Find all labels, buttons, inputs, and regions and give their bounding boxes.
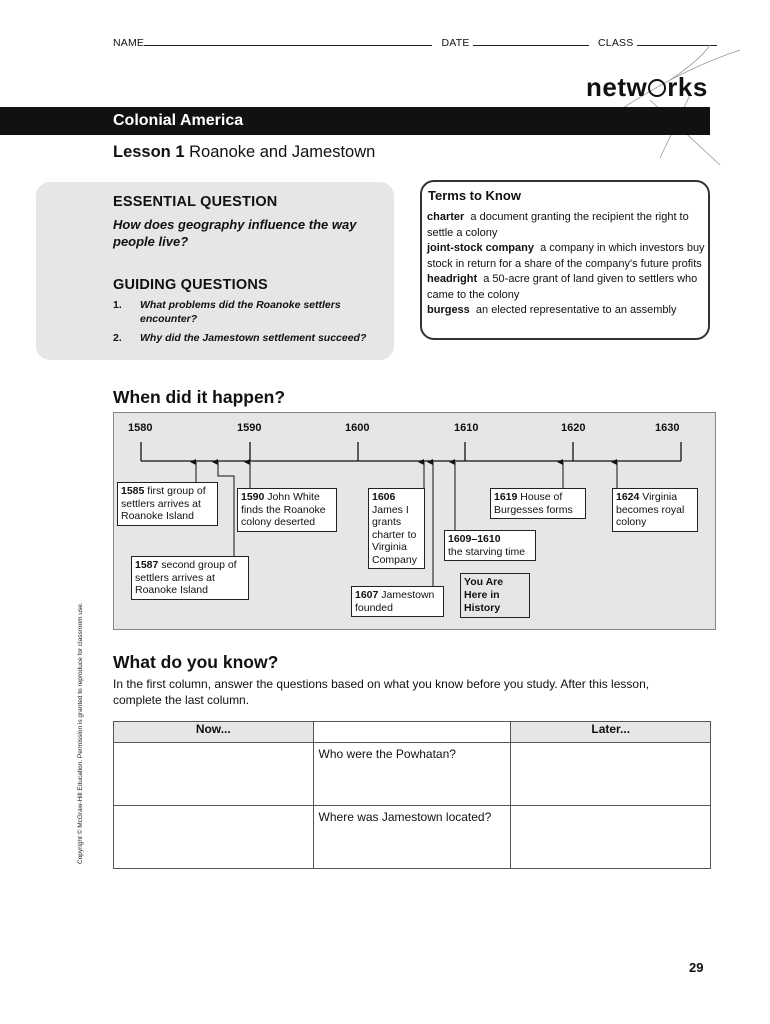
now-column-header: Now...: [114, 722, 314, 743]
question-cell: Where was Jamestown located?: [313, 806, 511, 869]
year-label: 1600: [345, 422, 370, 434]
timeline-heading: When did it happen?: [113, 387, 286, 407]
year-label: 1630: [655, 422, 680, 434]
name-label: NAME: [113, 37, 145, 49]
event-1607: 1607 Jamestown founded: [351, 586, 444, 617]
later-answer-cell[interactable]: [511, 743, 711, 806]
terms-heading: Terms to Know: [428, 188, 521, 203]
page-number: 29: [689, 960, 704, 975]
class-label: CLASS: [598, 37, 634, 49]
essential-question-text: How does geography influence the way people live?: [113, 217, 357, 249]
year-label: 1590: [237, 422, 262, 434]
term-item: headright a 50-acre grant of land given to settlers who came to the colony: [427, 273, 698, 301]
date-label: DATE: [441, 37, 470, 49]
later-answer-cell[interactable]: [511, 806, 711, 869]
guiding-questions-heading: GUIDING QUESTIONS: [113, 277, 268, 293]
guiding-question-item: 2. Why did the Jamestown settlement succeed?: [113, 332, 367, 344]
know-table: [113, 721, 711, 869]
know-instructions: In the first column, answer the questions based on what you know before you study. After this lesson, complete the last column.: [113, 677, 650, 707]
event-1609-1610: 1609–1610 the starving time: [444, 530, 536, 561]
later-column-header: Later...: [511, 722, 711, 743]
year-label: 1620: [561, 422, 586, 434]
essential-question-heading: ESSENTIAL QUESTION: [113, 194, 278, 210]
lesson-title: Lesson 1 Roanoke and Jamestown: [113, 143, 376, 161]
event-1624: 1624 Virginia becomes royal colony: [612, 488, 698, 532]
year-label: 1580: [128, 422, 153, 434]
you-are-here-marker: You Are Here in History: [460, 573, 530, 618]
event-1587: 1587 second group of settlers arrives at Roanoke Island: [131, 556, 249, 600]
event-1606: 1606 James I grants charter to Virginia Company: [368, 488, 425, 569]
event-1585: 1585 first group of settlers arrives at Roanoke Island: [117, 482, 218, 526]
year-label: 1610: [454, 422, 479, 434]
question-cell: Who were the Powhatan?: [313, 743, 511, 806]
networks-logo: netw rks: [586, 72, 708, 102]
now-answer-cell[interactable]: [114, 806, 314, 869]
term-item: charter a document granting the recipient the right to settle a colony: [427, 211, 689, 239]
guiding-question-item: 1. What problems did the Roanoke settlers encounter?: [113, 299, 341, 325]
know-heading: What do you know?: [113, 652, 279, 672]
unit-title: Colonial America: [113, 112, 244, 129]
event-1619: 1619 House of Burgesses forms: [490, 488, 586, 519]
copyright-notice: Copyright © McGraw-Hill Education. Permission is granted to reproduce for classroom use.: [77, 602, 84, 864]
term-item: joint-stock company a company in which investors buy stock in return for a share of the company's future profits: [427, 242, 705, 270]
term-item: burgess an elected representative to an assembly: [427, 304, 677, 316]
now-answer-cell[interactable]: [114, 743, 314, 806]
event-1590: 1590 John White finds the Roanoke colony deserted: [237, 488, 337, 532]
